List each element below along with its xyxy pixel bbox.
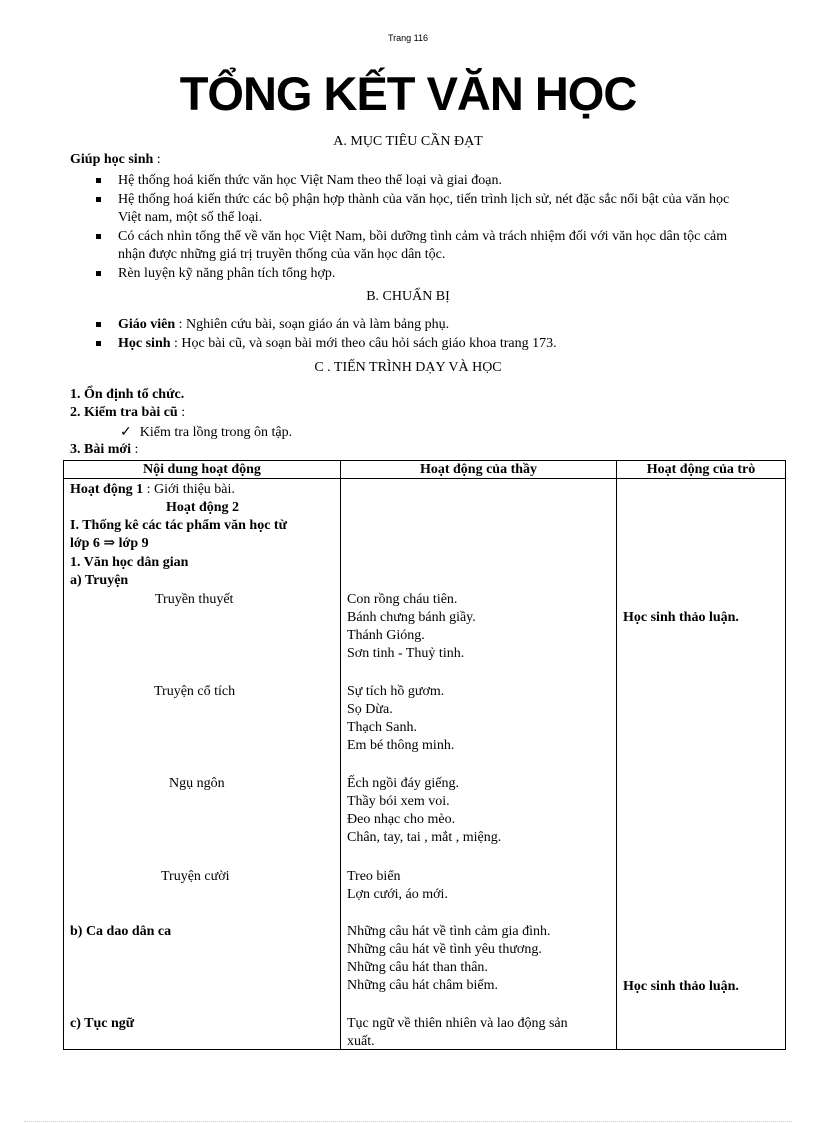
lesson-table [63,460,786,1050]
intro-colon: : [153,152,161,167]
section-c-heading: C . TIẾN TRÌNH DẠY VÀ HỌC [314,360,502,375]
preparation-role: Giáo viên [118,317,176,332]
objectives-list [96,172,736,284]
page-number: Trang 116 [387,33,429,43]
legend-works [347,591,476,663]
objective-item [96,172,736,190]
work-title: Những câu hát về tình yêu thương. [347,942,542,957]
student-activity: Học sinh thảo luận. [623,979,739,994]
arrow-right-icon: ⇒ [103,536,116,551]
genre-fable: Ngụ ngôn [169,776,225,791]
section-title-line2 [70,535,149,553]
preparation-role: Học sinh [118,336,171,351]
step-1 [70,387,184,403]
work-title: Đeo nhạc cho mèo. [347,812,456,827]
work-title: Thầy bói xem voi. [347,794,450,809]
step-3 [70,442,138,458]
page-bottom-border [24,1121,792,1122]
folk-songs-heading: b) Ca dao dân ca [70,924,172,939]
bullet-square-icon [96,197,101,202]
objective-text: Hệ thống hoá kiến thức các bộ phận hợp thành của văn học, tiến trình lịch sử, nét đặc sắc nổi bật của văn học Việt nam, một số thể loại. [118,192,730,225]
work-title: xuất. [347,1034,375,1049]
checkmark-icon: ✓ [120,425,132,440]
bullet-square-icon [96,178,101,183]
activity-1-text: : Giới thiệu bài. [143,482,235,497]
folk-literature-heading: 1. Văn học dân gian [70,555,189,570]
work-title: Sọ Dừa. [347,702,393,717]
objective-text: Rèn luyện kỹ năng phân tích tổng hợp. [118,266,336,281]
step-2-colon: : [177,405,186,420]
genre-fairy-tale: Truyện cổ tích [154,684,236,699]
work-title: Treo biển [347,869,401,884]
work-title: Chân, tay, tai , mắt , miệng. [347,830,502,845]
work-title: Lợn cưới, áo mới. [347,887,448,902]
objective-item [96,265,736,283]
work-title: Những câu hát châm biếm. [347,978,499,993]
work-title: Tục ngữ về thiên nhiên và lao động sản [347,1016,568,1031]
fairy-tale-works [347,683,454,755]
genre-legend: Truyền thuyết [155,592,234,607]
work-title: Sự tích hồ gươm. [347,684,445,699]
intro-label: Giúp học sinh [70,152,154,167]
step-1-label: 1. Ổn định tổ chức. [70,387,185,402]
objective-item [96,191,736,227]
step-2 [70,405,185,421]
content-cell [64,479,341,1050]
work-title: Những câu hát về tình cảm gia đình. [347,924,551,939]
section-title-line1: I. Thống kê các tác phẩm văn học từ [70,518,287,533]
preparation-item [96,335,736,353]
work-title: Em bé thông minh. [347,738,455,753]
activity-1 [70,481,235,499]
teacher-cell [341,479,617,1050]
section-a-heading: A. MỤC TIÊU CẦN ĐẠT [333,134,483,149]
preparation-list [96,316,736,354]
preparation-item [96,316,736,334]
activity-2-label: Hoạt động 2 [165,500,240,515]
bullet-square-icon [96,234,101,239]
objective-text: Có cách nhìn tổng thể về văn học Việt Nam, bồi dưỡng tình cảm và trách nhiệm đối với văn học dân tộc cảm nhận được những giá trị truyền thống của văn học dân tộc. [118,229,728,262]
header-student: Hoạt động của trò [617,461,786,479]
bullet-square-icon [96,341,101,346]
step-3-colon: : [131,442,139,457]
grade-to: lớp 9 [118,536,149,551]
table-header-row [64,461,786,479]
preparation-text: : Nghiên cứu bài, soạn giáo án và làm bảng phụ. [175,317,450,332]
objective-item [96,228,736,264]
section-a-intro [70,152,161,168]
student-cell [617,479,786,1050]
page-title: TỔNG KẾT VĂN HỌC [179,67,637,120]
humor-works [347,868,448,904]
check-item [120,424,292,441]
step-3-label: 3. Bài mới [70,442,132,457]
work-title: Con rồng cháu tiên. [347,592,458,607]
work-title: Ếch ngồi đáy giếng. [347,776,459,791]
work-title: Bánh chưng bánh giầy. [347,610,476,625]
preparation-text: : Học bài cũ, và soạn bài mới theo câu hỏi sách giáo khoa trang 173. [170,336,557,351]
objective-text: Hệ thống hoá kiến thức văn học Việt Nam theo thể loại và giai đoạn. [118,173,502,188]
folk-song-works [347,923,551,995]
work-title: Sơn tinh - Thuỷ tinh. [347,646,465,661]
work-title: Những câu hát than thân. [347,960,488,975]
check-item-text: Kiểm tra lồng trong ôn tập. [139,425,293,440]
work-title: Thánh Gióng. [347,628,425,643]
stories-heading: a) Truyện [70,573,129,588]
table-row [64,479,786,1050]
bullet-square-icon [96,322,101,327]
grade-from: lớp 6 [70,536,100,551]
genre-humor: Truyện cười [161,869,230,884]
activity-1-label: Hoạt động 1 [70,482,144,497]
proverb-works [347,1015,568,1051]
section-b-heading: B. CHUẨN BỊ [366,289,450,304]
fable-works [347,775,501,847]
step-2-label: 2. Kiểm tra bài cũ [70,405,178,420]
header-content: Nội dung hoạt động [64,461,341,479]
proverbs-heading: c) Tục ngữ [70,1016,135,1031]
work-title: Thạch Sanh. [347,720,417,735]
header-teacher: Hoạt động của thầy [341,461,617,479]
bullet-square-icon [96,271,101,276]
student-activity: Học sinh thảo luận. [623,610,739,625]
